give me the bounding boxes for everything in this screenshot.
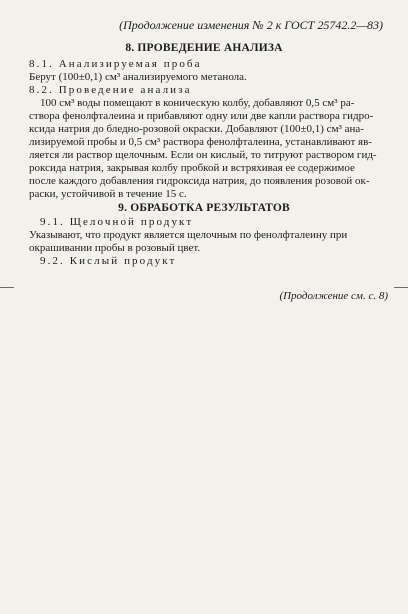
clause-8-2-line: раски, устойчивой в течение 15 с. [29,188,187,200]
clause-8-2-line: ксида натрия до бледно-розовой окраски. Добавляют (100±0,1) см³ ана- [29,123,364,135]
clause-8-2-line: лизируемой пробы и 0,5 см³ раствора фенолфталеина, устанавливают яв- [29,136,372,148]
clause-9-1-line: Указывают, что продукт является щелочным по фенолфталеину при [29,229,348,241]
section-8-title: 8. ПРОВЕДЕНИЕ АНАЛИЗА [125,42,283,54]
clause-8-2-line: створа фенолфталеина и прибавляют одну или две капли раствора гидро- [29,110,374,122]
clause-8-1-title: 8.1. Анализируемая проба [29,58,202,70]
clause-8-2-line: роксида натрия, закрывая колбу пробкой и встряхивая ее содержимое [29,162,355,174]
margin-tick [0,287,14,288]
clause-9-1-title: 9.1. Щелочной продукт [40,216,194,228]
clause-8-2-line: после каждого добавления гидроксида натрия, до появления розовой ок- [29,175,370,187]
margin-tick [394,287,408,288]
section-9-title: 9. ОБРАБОТКА РЕЗУЛЬТАТОВ [118,202,290,214]
clause-8-2-line: 100 см³ воды помещают в коническую колбу, добавляют 0,5 см³ ра- [40,97,355,109]
continued-note: (Продолжение см. с. 8) [279,290,388,302]
continuation-header: (Продолжение изменения № 2 к ГОСТ 25742.2—83) [119,18,383,32]
clause-8-2-title: 8.2. Проведение анализа [29,84,192,96]
clause-8-1-text: Берут (100±0,1) см³ анализируемого метанола. [29,71,247,83]
clause-8-2-line: ляется ли раствор щелочным. Если он кислый, то титруют раствором гид- [29,149,377,161]
clause-9-1-line: окрашивании пробы в розовый цвет. [29,242,201,254]
clause-9-2-title: 9.2. Кислый продукт [40,255,177,267]
